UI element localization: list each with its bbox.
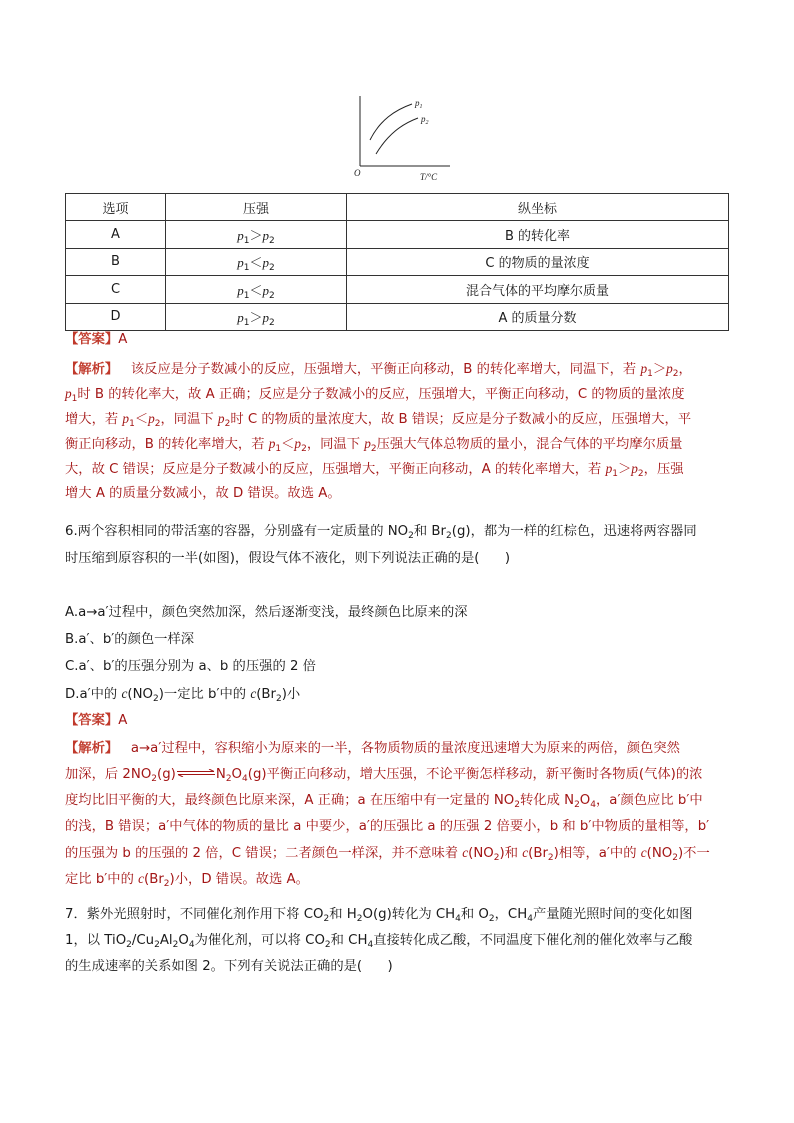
- ordinate-cell: B 的转化率: [347, 221, 729, 248]
- curve-p2: [376, 118, 418, 154]
- table-row: [66, 221, 729, 248]
- q6-analysis-line-4: 的浅，B 错误；a′中气体的物质的量比 a 中要少，a′的压强比 a 的压强 2 倍要小，b 和 b′中物质的量相等，b′: [65, 819, 710, 834]
- pressure-cell: $p_1<p_2$: [166, 248, 347, 275]
- q6-stem-line-2: 时压缩到原容积的一半(如图)，假设气体不液化，则下列说法正确的是( ): [65, 551, 511, 566]
- label-p1: $p_1$: [415, 98, 423, 110]
- q6-option-c: C.a′、b′的压强分别为 a、b 的压强的 2 倍: [65, 659, 316, 674]
- options-table: [65, 193, 729, 331]
- q6-stem-line-1: 6.两个容积相同的带活塞的容器，分别盛有一定质量的 $NO_2$和 $Br_2(g)$，都为一样的红棕色，迅速将两容器同: [65, 524, 697, 541]
- label-p2: $p_2$: [421, 114, 429, 126]
- q6-analysis-line-6: 定比 b′中的 $c(Br_2)$小，D 错误。故选 A。: [65, 871, 309, 889]
- q5-analysis-line-2: $p_1$时 B 的转化率大，故 A 正确；反应是分子数减小的反应，压强增大，平衡正向移动，C 的物质的量浓度: [65, 386, 685, 404]
- header-option: 选项: [66, 194, 166, 221]
- header-pressure: 压强: [166, 194, 347, 221]
- pressure-cell: $p_1<p_2$: [166, 276, 347, 303]
- q5-analysis-line-5: 大，故 C 错误；反应是分子数减小的反应，压强增大，平衡正向移动，A 的转化率增大，若 $p_1>p_2$，压强: [65, 461, 684, 479]
- table-header-row: [66, 194, 729, 221]
- ordinate-cell: A 的质量分数: [347, 303, 729, 330]
- q6-analysis-line-1: 【解析】 a→a′过程中，容积缩小为原来的一半，各物质物质的量浓度迅速增大为原来的两倍，颜色突然: [65, 741, 680, 756]
- q6-analysis-line-2: 加深，后 $2NO_2(g)$ $N_2O_4(g)$平衡正向移动，增大压强，不论平衡怎样移动，新平衡时各物质(气体)的浓: [65, 767, 703, 784]
- option-cell: C: [66, 276, 166, 303]
- table-row: [66, 276, 729, 303]
- x-axis-label: T/°C: [420, 172, 438, 182]
- q6-option-b: B.a′、b′的颜色一样深: [65, 632, 195, 647]
- q6-option-d: D.a′中的 $c(NO_2)$一定比 b′中的 $c(Br_2)$小: [65, 686, 301, 704]
- pressure-cell: $p_1>p_2$: [166, 221, 347, 248]
- q6-answer: 【答案】A: [65, 713, 128, 728]
- option-cell: D: [66, 303, 166, 330]
- table-row: [66, 248, 729, 275]
- q5-analysis-line-6: 增大 A 的质量分数减小，故 D 错误。故选 A。: [65, 486, 341, 501]
- q7-stem-line-3: 的生成速率的关系如图 2。下列有关说法正确的是( ): [65, 959, 393, 974]
- q6-option-a: A.a→a′过程中，颜色突然加深，然后逐渐变浅，最终颜色比原来的深: [65, 605, 468, 620]
- q5-analysis-line-4: 衡正向移动，B 的转化率增大，若 $p_1<p_2$，同温下 $p_2$压强大气体总物质的量小，混合气体的平均摩尔质量: [65, 436, 683, 454]
- header-ordinate: 纵坐标: [347, 194, 729, 221]
- equilibrium-arrow-icon: [176, 769, 216, 777]
- q6-analysis-line-5: 的压强为 b 的压强的 2 倍，C 错误；二者颜色一样深，并不意味着 $c(NO_2)$和 $c(Br_2)$相等，a′中的 $c(NO_2)$不一: [65, 845, 710, 863]
- pressure-cell: $p_1>p_2$: [166, 303, 347, 330]
- origin-label: O: [354, 168, 361, 178]
- ordinate-cell: C 的物质的量浓度: [347, 248, 729, 275]
- pressure-temperature-graph: [340, 92, 460, 184]
- q5-answer: 【答案】A: [65, 332, 128, 347]
- q5-analysis-line-1: 【解析】 该反应是分子数减小的反应，压强增大，平衡正向移动，B 的转化率增大，同温下，若 $p_1>p_2$，: [65, 361, 692, 379]
- ordinate-cell: 混合气体的平均摩尔质量: [347, 276, 729, 303]
- q5-analysis-line-3: 增大，若 $p_1<p_2$，同温下 $p_2$时 C 的物质的量浓度大，故 B 错误；反应是分子数减小的反应，压强增大，平: [65, 411, 692, 429]
- q7-stem-line-2: 1，以 $TiO_2/Cu_2Al_2O_4$为催化剂，可以将 $CO_2$和 $CH_4$直接转化成乙酸，不同温度下催化剂的催化效率与乙酸: [65, 933, 693, 950]
- option-cell: B: [66, 248, 166, 275]
- q6-analysis-line-3: 度均比旧平衡的大，最终颜色比原来深，A 正确；a 在压缩中有一定量的 $NO_2$转化成 $N_2O_4$，a′颜色应比 b′中: [65, 793, 703, 810]
- option-cell: A: [66, 221, 166, 248]
- table-row: [66, 303, 729, 330]
- q7-stem-line-1: 7．紫外光照射时，不同催化剂作用下将 $CO_2$和 $H_2O(g)$转化为 $CH_4$和 $O_2$，$CH_4$产量随光照时间的变化如图: [65, 907, 693, 924]
